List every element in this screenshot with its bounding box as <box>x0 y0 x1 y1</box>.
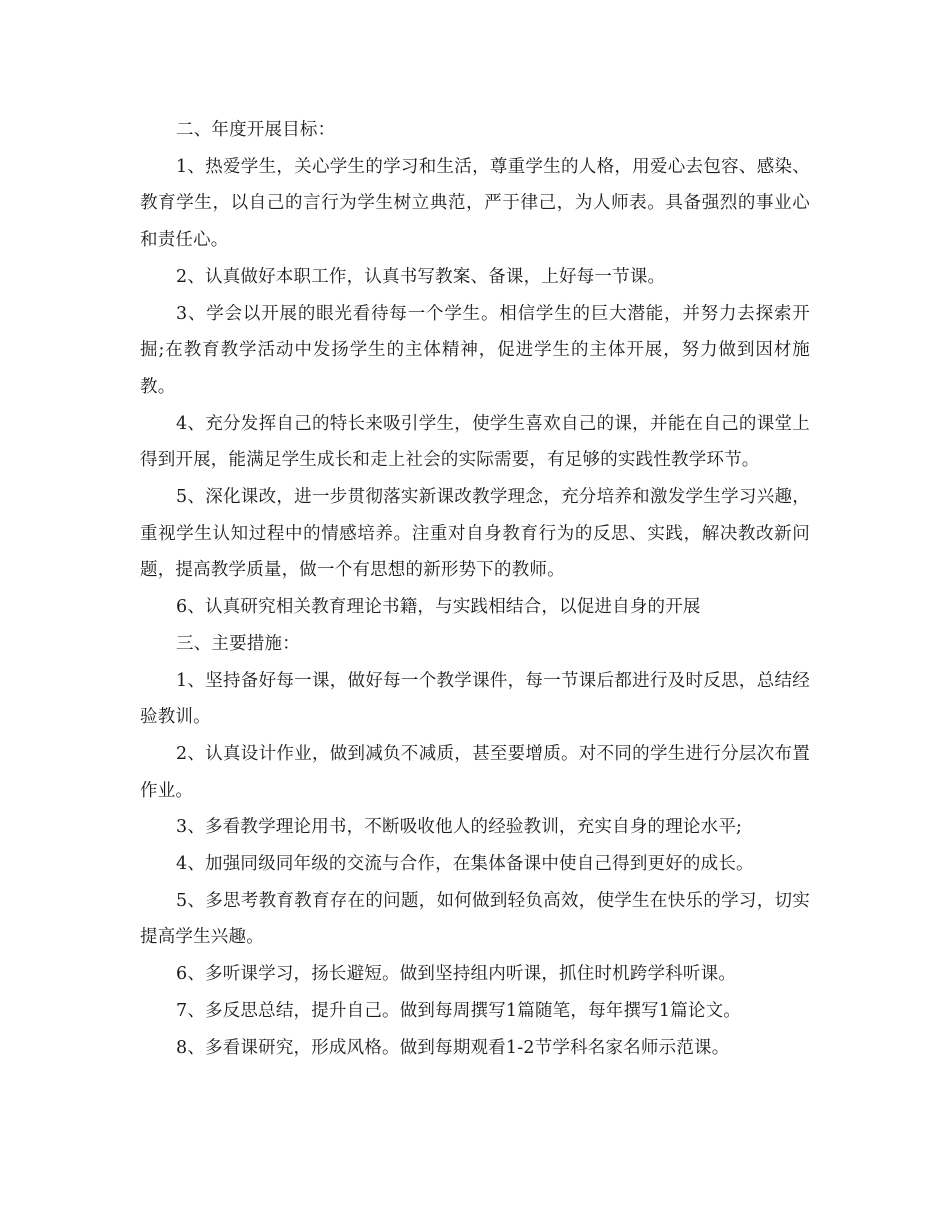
measure-item-1: 1、坚持备好每一课，做好每一个教学课件，每一节课后都进行及时反思，总结经验教训。 <box>140 670 810 728</box>
measure-item-3: 3、多看教学理论用书，不断吸收他人的经验教训，充实自身的理论水平; <box>176 817 743 838</box>
document-body <box>140 112 810 1066</box>
goal-item-3: 3、学会以开展的眼光看待每一个学生。相信学生的巨大潜能，并努力去探索开掘;在教育教学活动中发扬学生的主体精神，促进学生的主体开展，努力做到因材施教。 <box>140 303 810 397</box>
measure-item-2: 2、认真设计作业，做到减负不减质，甚至要增质。对不同的学生进行分层次布置作业。 <box>140 743 810 801</box>
measure-item-5: 5、多思考教育教育存在的问题，如何做到轻负高效，使学生在快乐的学习，切实提高学生兴趣。 <box>140 890 810 948</box>
measure-item-6: 6、多听课学习，扬长避短。做到坚持组内听课，抓住时机跨学科听课。 <box>176 964 737 985</box>
section-heading-goals: 二、年度开展目标： <box>176 120 336 140</box>
goal-item-5: 5、深化课改，进一步贯彻落实新课改教学理念，充分培养和激发学生学习兴趣，重视学生认知过程中的情感培养。注重对自身教育行为的反思、实践，解决教改新问题，提高教学质量，做一个有思想的新形势下的教师。 <box>140 487 810 581</box>
section-heading-measures: 三、主要措施： <box>176 633 300 654</box>
goal-item-6: 6、认真研究相关教育理论书籍，与实践相结合，以促进自身的开展 <box>176 597 701 618</box>
measure-item-4: 4、加强同级同年级的交流与合作，在集体备课中使自己得到更好的成长。 <box>176 854 754 875</box>
measure-item-8: 8、多看课研究，形成风格。做到每期观看1-2节学科名家名师示范课。 <box>176 1037 730 1058</box>
goal-item-4: 4、充分发挥自己的特长来吸引学生，使学生喜欢自己的课，并能在自己的课堂上得到开展，能满足学生成长和走上社会的实际需要，有足够的实践性教学环节。 <box>140 413 810 471</box>
goal-item-1: 1、热爱学生，关心学生的学习和生活，尊重学生的人格，用爱心去包容、感染、教育学生，以自己的言行为学生树立典范，严于律己，为人师表。具备强烈的事业心和责任心。 <box>140 156 810 251</box>
goal-item-2: 2、认真做好本职工作，认真书写教案、备课，上好每一节课。 <box>176 266 666 287</box>
measure-item-7: 7、多反思总结，提升自己。做到每周撰写1篇随笔，每年撰写1篇论文。 <box>176 1000 741 1021</box>
